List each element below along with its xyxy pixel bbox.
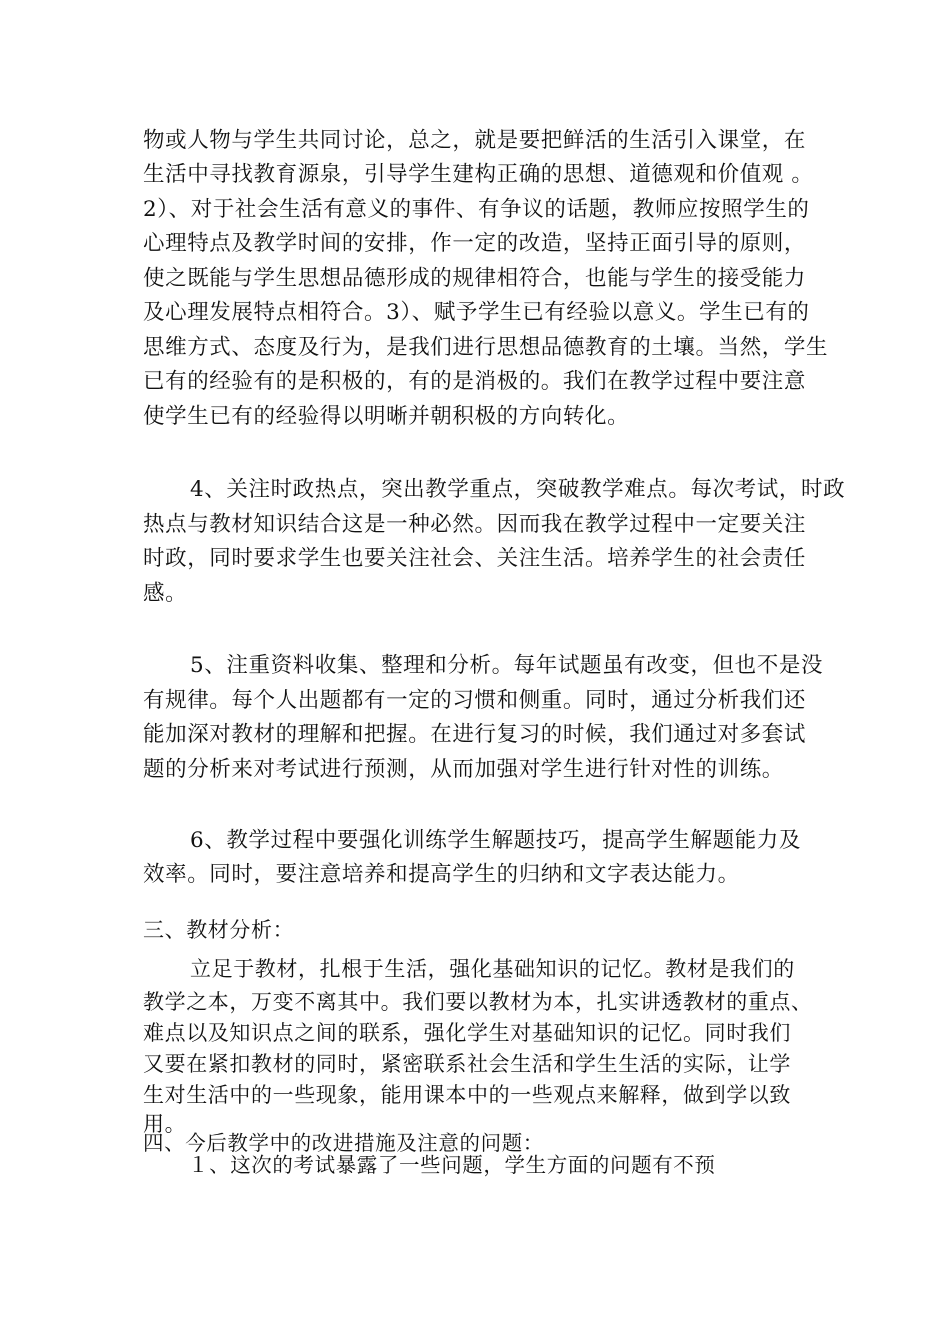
section-heading: 三、教材分析： (143, 918, 295, 942)
text-line: 难点以及知识点之间的联系，强化学生对基础知识的记忆。同时我们 (143, 1021, 791, 1045)
text-line: 又要在紧扣教材的同时，紧密联系社会生活和学生生活的实际，让学 (143, 1052, 791, 1076)
text-line: 4、关注时政热点，突出教学重点，突破教学难点。每次考试，时政 (190, 477, 846, 502)
text-line: 立足于教材，扎根于生活，强化基础知识的记忆。教材是我们的 (190, 957, 795, 981)
text-line: 感。 (143, 581, 188, 606)
text-line: 物或人物与学生共同讨论，总之，就是要把鲜活的生活引入课堂，在 (143, 128, 807, 153)
text-line: 热点与教材知识结合这是一种必然。因而我在教学过程中一定要关注 (143, 512, 807, 537)
text-line: 有规律。每个人出题都有一定的习惯和侧重。同时，通过分析我们还 (143, 688, 807, 713)
text-line: 思维方式、态度及行为，是我们进行思想品德教育的土壤。当然，学生 (143, 335, 829, 360)
text-line: 使之既能与学生思想品德形成的规律相符合，也能与学生的接受能力 (143, 266, 807, 291)
text-line: 2）、对于社会生活有意义的事件、有争议的话题，教师应按照学生的 (143, 197, 810, 222)
text-line: 及心理发展特点相符合。3）、赋予学生已有经验以意义。学生已有的 (143, 300, 810, 325)
text-line: 时政，同时要求学生也要关注社会、关注生活。培养学生的社会责任 (143, 546, 807, 571)
text-line: 心理特点及教学时间的安排，作一定的改造，坚持正面引导的原则， (143, 231, 807, 256)
text-line: １、这次的考试暴露了一些问题，学生方面的问题有不预 (188, 1153, 716, 1177)
text-line: 已有的经验有的是积极的，有的是消极的。我们在教学过程中要注意 (143, 369, 807, 394)
text-line: 5、注重资料收集、整理和分析。每年试题虽有改变，但也不是没 (190, 653, 824, 678)
text-line: 6、教学过程中要强化训练学生解题技巧，提高学生解题能力及 (190, 828, 801, 853)
section-heading: 四、今后教学中的改进措施及注意的问题： (143, 1131, 544, 1155)
text-line: 生对生活中的一些现象，能用课本中的一些观点来解释，做到学以致 (143, 1083, 791, 1107)
text-line: 题的分析来对考试进行预测，从而加强对学生进行针对性的训练。 (143, 757, 784, 782)
text-line: 教学之本，万变不离其中。我们要以教材为本，扎实讲透教材的重点、 (143, 990, 813, 1014)
text-line: 效率。同时，要注意培养和提高学生的归纳和文字表达能力。 (143, 862, 740, 887)
text-line: 能加深对教材的理解和把握。在进行复习的时候，我们通过对多套试 (143, 722, 807, 747)
text-line: 使学生已有的经验得以明晰并朝积极的方向转化。 (143, 404, 630, 429)
text-line: 用。 (143, 1112, 187, 1136)
text-line: 生活中寻找教育源泉，引导学生建构正确的思想、道德观和价值观 。 (143, 162, 814, 187)
